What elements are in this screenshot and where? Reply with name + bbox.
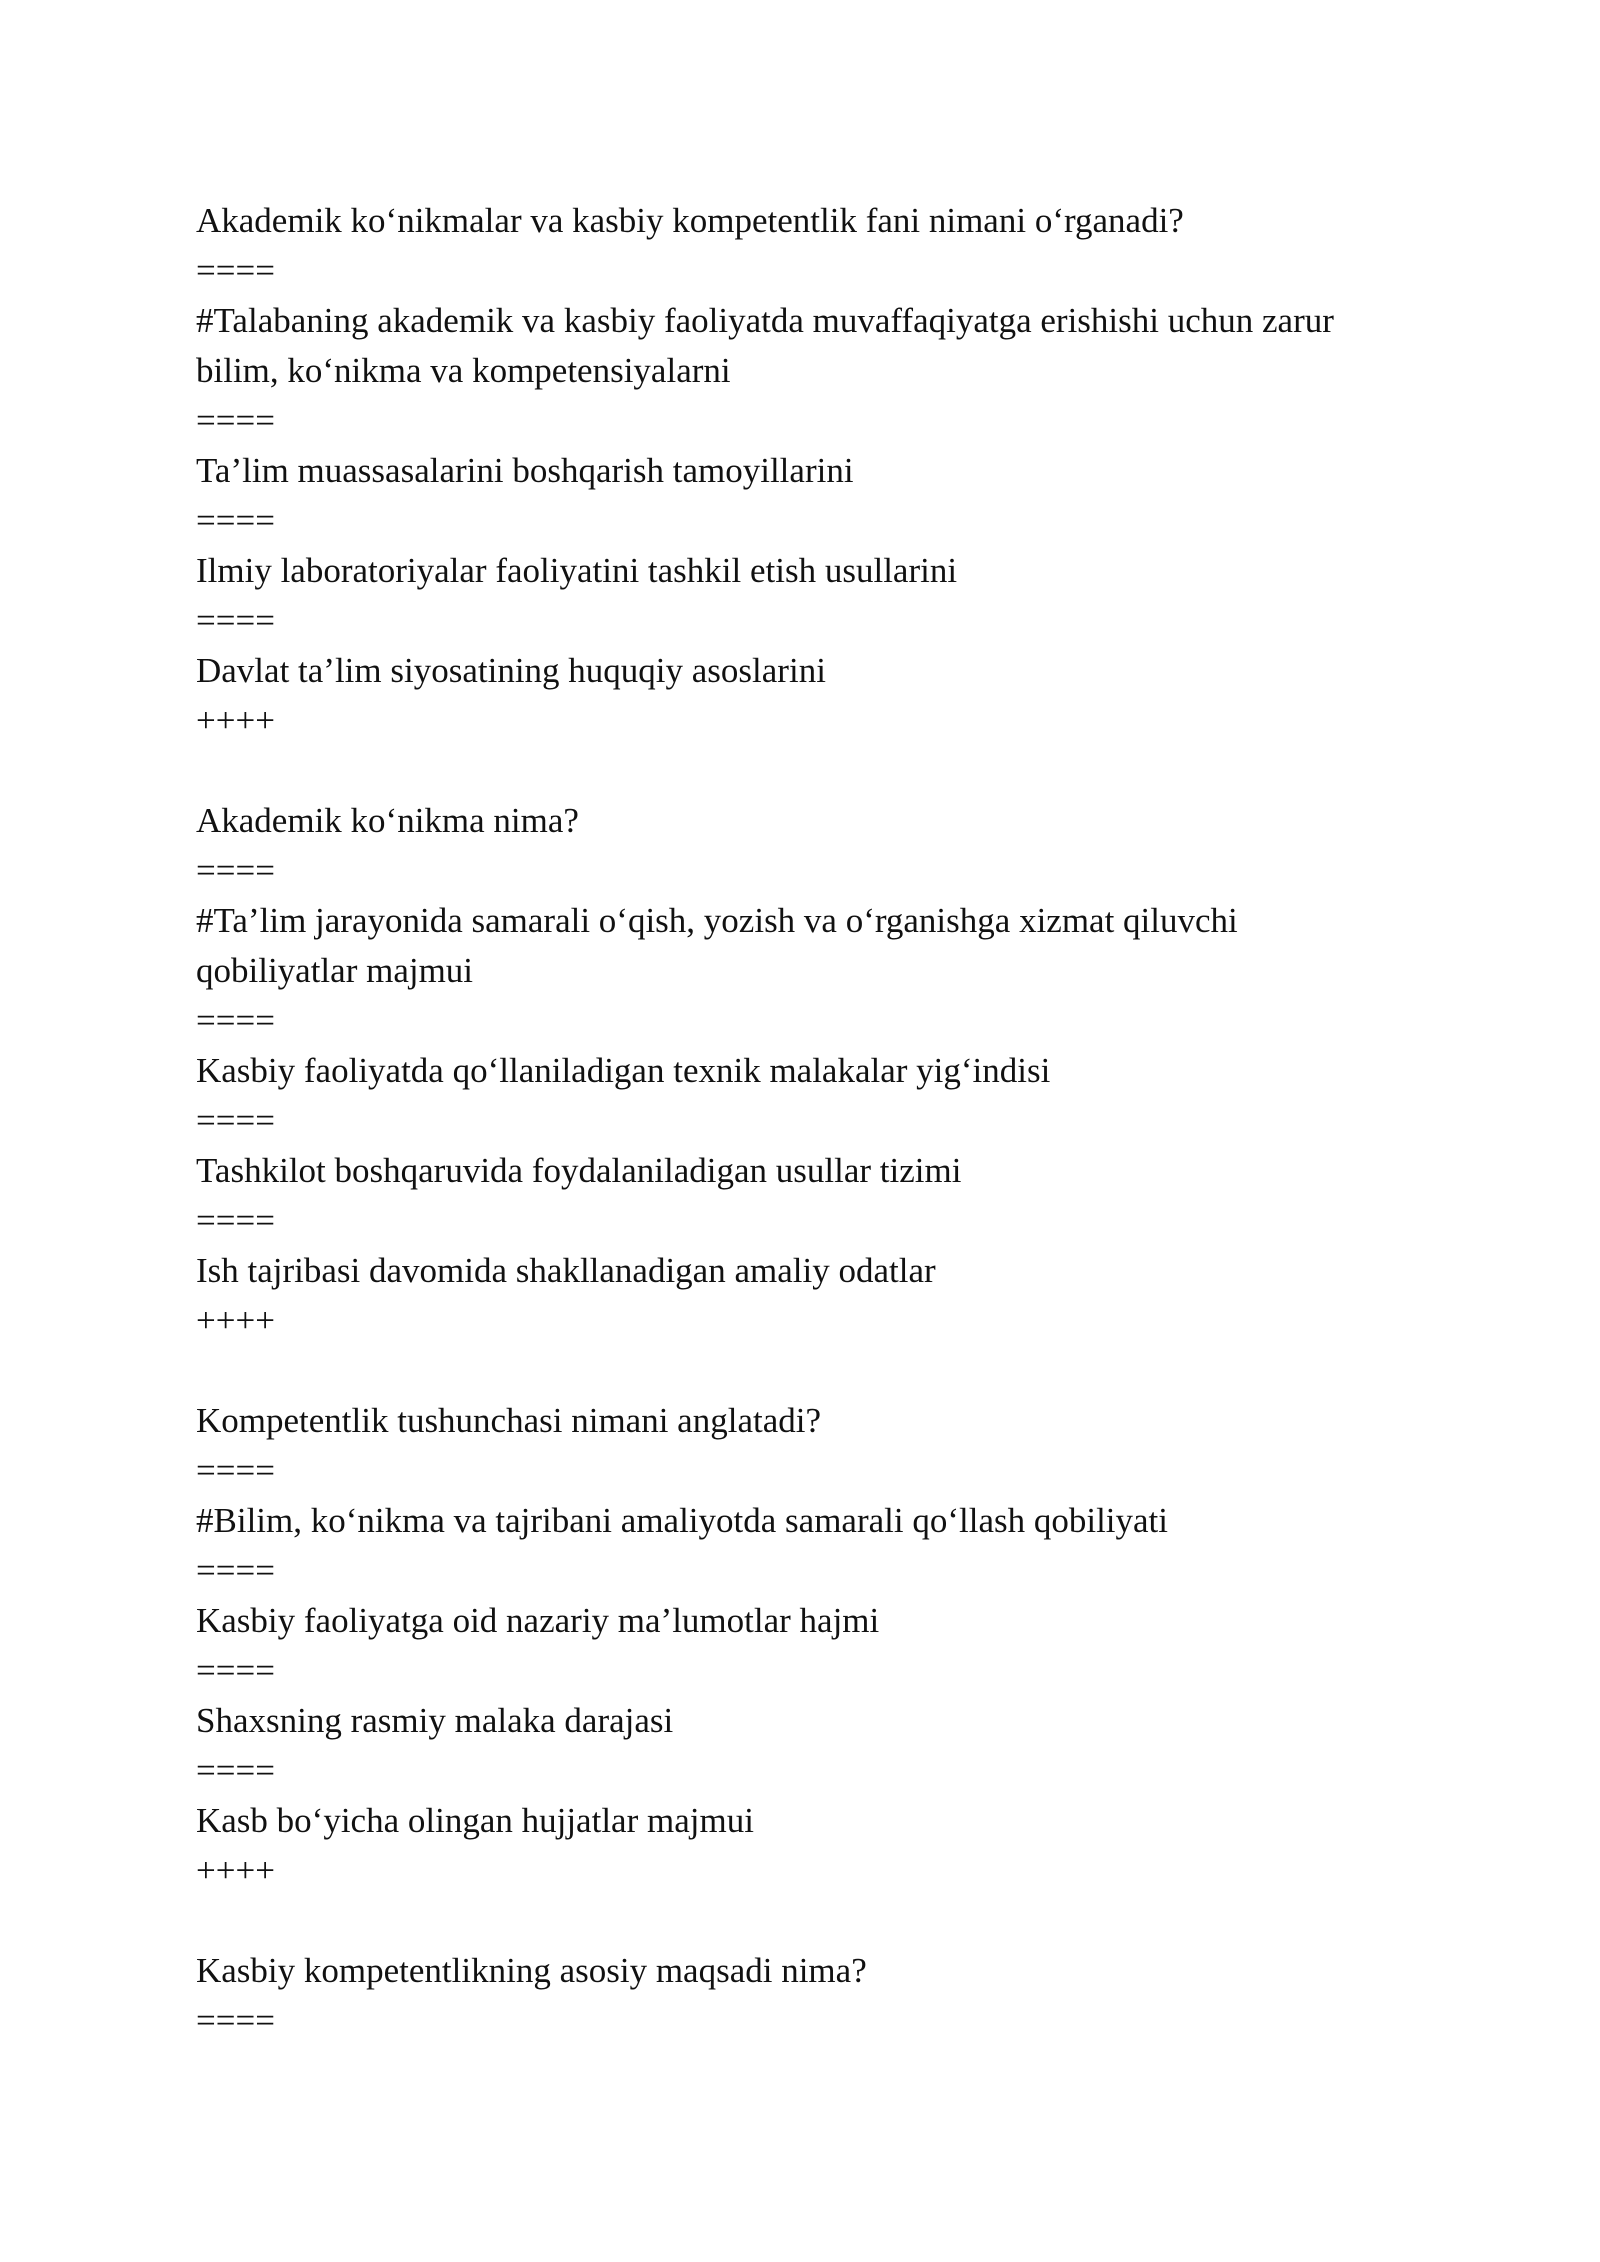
answer-option: Tashkilot boshqaruvida foydalaniladigan usullar tizimi [196, 1151, 962, 1190]
end-marker: ++++ [196, 1301, 275, 1340]
end-marker: ++++ [196, 1851, 275, 1890]
separator: ==== [196, 501, 275, 540]
question-block-4 [196, 1946, 1396, 2046]
question-text: Kompetentlik tushunchasi nimani anglatadi? [196, 1401, 821, 1440]
separator: ==== [196, 851, 275, 890]
question-block-2 [196, 796, 1396, 1346]
answer-correct: #Ta’lim jarayonida samarali o‘qish, yozish va o‘rganishga xizmat qiluvchi qobiliyatlar majmui [196, 901, 1247, 990]
separator: ==== [196, 1551, 275, 1590]
separator: ==== [196, 601, 275, 640]
question-text: Akademik ko‘nikmalar va kasbiy kompetentlik fani nimani o‘rganadi? [196, 201, 1184, 240]
question-block-3 [196, 1396, 1396, 1896]
answer-option: Kasbiy faoliyatga oid nazariy ma’lumotlar hajmi [196, 1601, 880, 1640]
answer-correct: #Bilim, ko‘nikma va tajribani amaliyotda samarali qo‘llash qobiliyati [196, 1501, 1169, 1540]
answer-option: Kasb bo‘yicha olingan hujjatlar majmui [196, 1801, 754, 1840]
separator: ==== [196, 1451, 275, 1490]
document-content [196, 196, 1396, 2096]
question-text: Akademik ko‘nikma nima? [196, 801, 579, 840]
separator: ==== [196, 251, 275, 290]
separator: ==== [196, 1651, 275, 1690]
separator: ==== [196, 2001, 275, 2040]
answer-option: Ilmiy laboratoriyalar faoliyatini tashkil etish usullarini [196, 551, 958, 590]
question-block-1 [196, 196, 1396, 746]
answer-correct: #Talabaning akademik va kasbiy faoliyatda muvaffaqiyatga erishishi uchun zarur bilim, ko‘nikma va kompetensiyalarni [196, 301, 1343, 390]
answer-option: Ta’lim muassasalarini boshqarish tamoyillarini [196, 451, 854, 490]
answer-option: Shaxsning rasmiy malaka darajasi [196, 1701, 674, 1740]
separator: ==== [196, 1101, 275, 1140]
answer-option: Ish tajribasi davomida shakllanadigan amaliy odatlar [196, 1251, 936, 1290]
end-marker: ++++ [196, 701, 275, 740]
question-text: Kasbiy kompetentlikning asosiy maqsadi nima? [196, 1951, 867, 1990]
answer-option: Kasbiy faoliyatda qo‘llaniladigan texnik malakalar yig‘indisi [196, 1051, 1051, 1090]
separator: ==== [196, 1001, 275, 1040]
separator: ==== [196, 1751, 275, 1790]
separator: ==== [196, 401, 275, 440]
answer-option: Davlat ta’lim siyosatining huquqiy asoslarini [196, 651, 826, 690]
separator: ==== [196, 1201, 275, 1240]
